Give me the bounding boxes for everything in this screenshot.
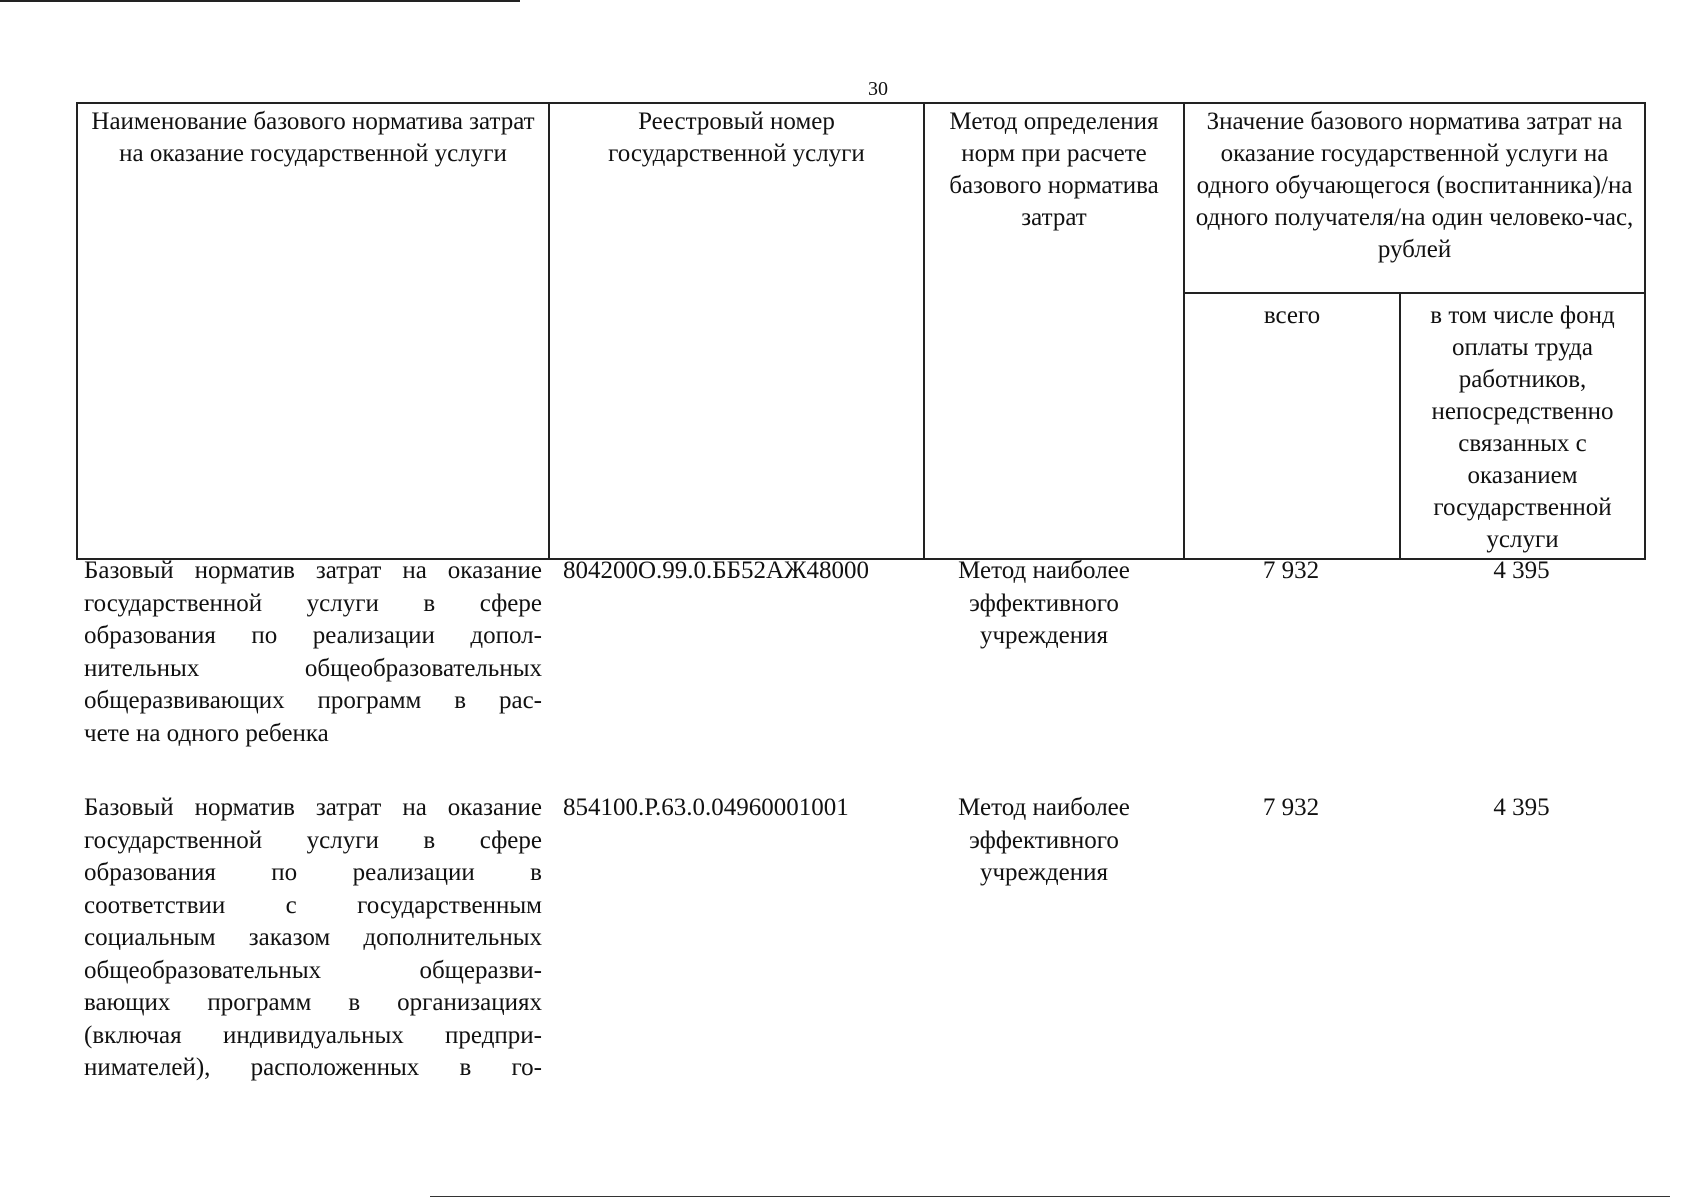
name-line: социальным заказом дополнительных bbox=[84, 924, 542, 951]
name-line: (включая индивидуальных предпри- bbox=[84, 1021, 542, 1049]
registry-number: 804200О.99.0.ББ52АЖ48000 bbox=[563, 557, 869, 584]
name-line: нимателей), расположенных в го- bbox=[84, 1054, 542, 1081]
cost-norm-table-header bbox=[76, 102, 1646, 560]
service-name bbox=[84, 555, 542, 750]
header-total: всего bbox=[1184, 293, 1400, 559]
header-method: Метод определения норм при расчете базового норматива затрат bbox=[924, 103, 1184, 559]
value-total: 7 932 bbox=[1262, 557, 1320, 584]
method: Метод наиболее эффективного учреждения bbox=[958, 794, 1130, 886]
header-registry-number: Реестровый номер государственной услуги bbox=[549, 103, 924, 559]
value-total: 7 932 bbox=[1262, 794, 1320, 821]
name-line: образования по реализации в bbox=[84, 859, 542, 886]
name-line: вающих программ в организациях bbox=[84, 989, 542, 1016]
value-payroll: 4 395 bbox=[1493, 557, 1550, 584]
page-number: 30 bbox=[868, 78, 888, 100]
name-line: чете на одного ребенка bbox=[84, 719, 329, 747]
registry-number: 854100.Р.63.0.04960001001 bbox=[563, 794, 849, 821]
table-row bbox=[76, 792, 1644, 1092]
header-value: Значение базового норматива затрат на оказание государственной услуги на одного обучающегося (воспитанника)/на одного получателя/на один человеко-час, рублей bbox=[1184, 103, 1645, 293]
header-name: Наименование базового норматива затрат на оказание государственной услуги bbox=[77, 103, 549, 559]
table-body bbox=[76, 555, 1644, 1092]
name-line: нительных общеобразовательных bbox=[84, 654, 542, 682]
bottom-rule bbox=[430, 1196, 1670, 1197]
name-line: государственной услуги в сфере bbox=[84, 589, 542, 617]
value-payroll: 4 395 bbox=[1493, 794, 1550, 821]
name-line: общеразвивающих программ в рас- bbox=[84, 687, 542, 714]
table-row bbox=[76, 555, 1644, 792]
service-name bbox=[84, 792, 542, 1085]
name-line: общеобразовательных общеразви- bbox=[84, 956, 542, 984]
name-line: Базовый норматив затрат на оказание bbox=[84, 794, 542, 821]
header-payroll: в том числе фонд оплаты труда работников, непосредственно связанных с оказанием государственной услуги bbox=[1400, 293, 1645, 559]
name-line: образования по реализации допол- bbox=[84, 622, 542, 649]
name-line: государственной услуги в сфере bbox=[84, 826, 542, 854]
name-line: Базовый норматив затрат на оказание bbox=[84, 557, 542, 584]
method: Метод наиболее эффективного учреждения bbox=[958, 557, 1130, 649]
top-rule bbox=[0, 0, 520, 2]
name-line: соответствии с государственным bbox=[84, 891, 542, 919]
